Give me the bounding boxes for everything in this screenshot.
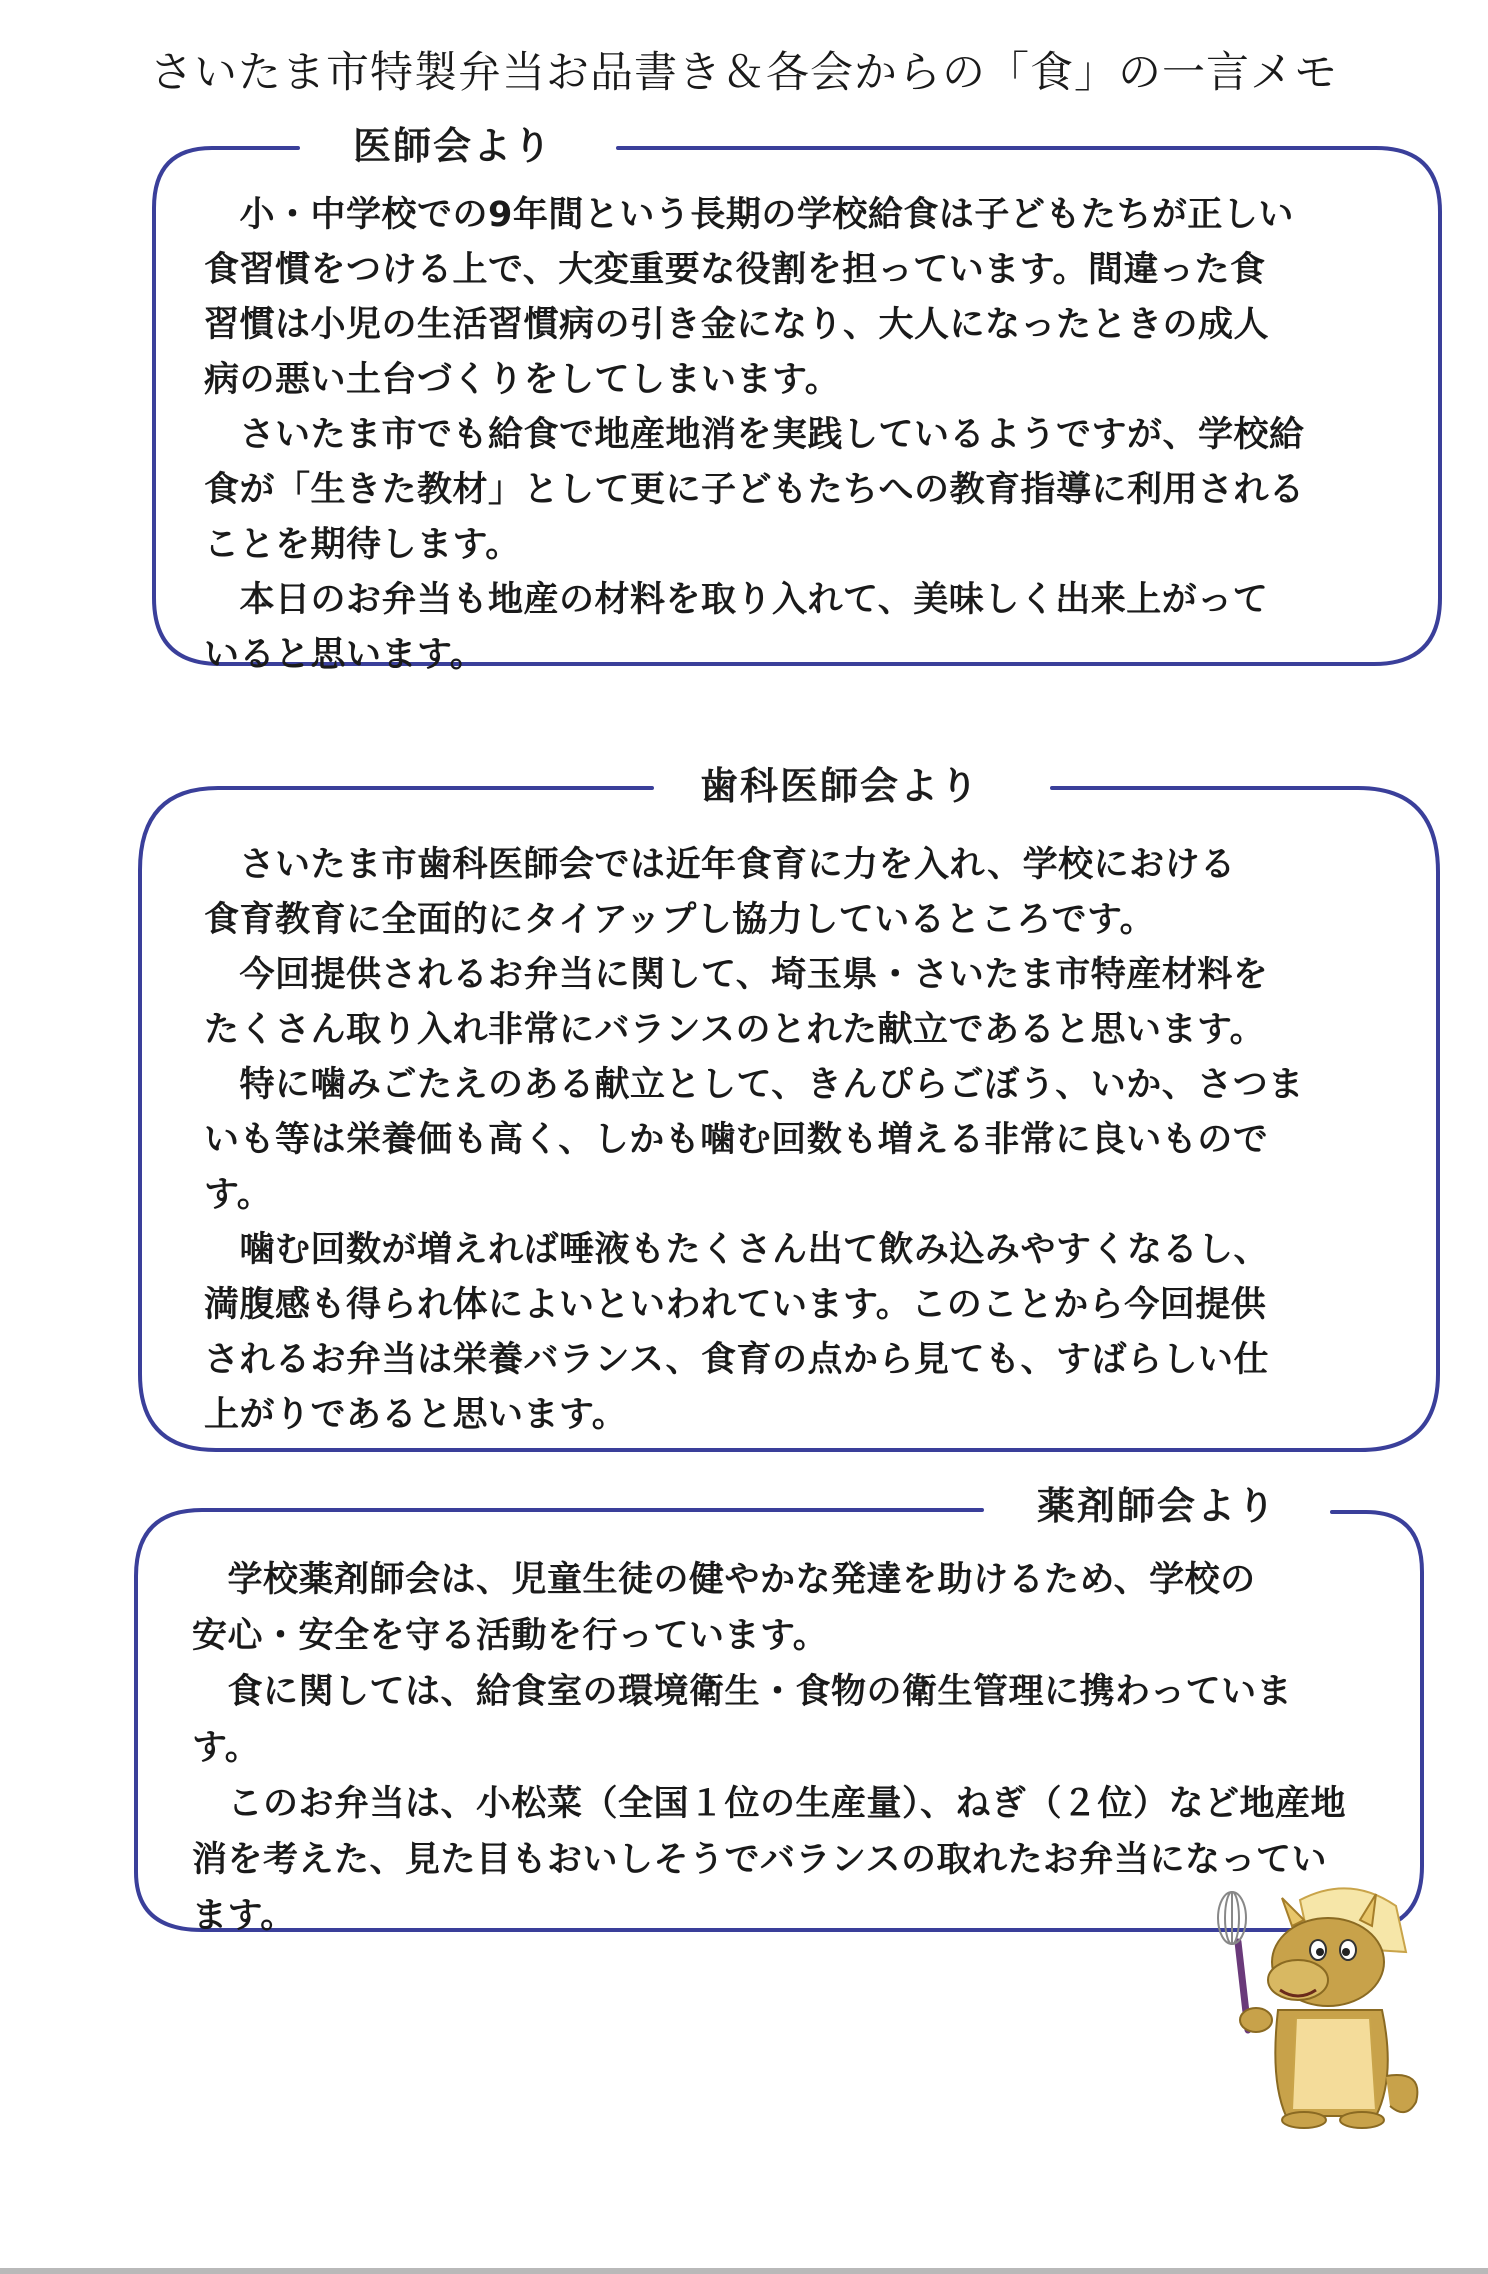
paragraph: 食に関しては、給食室の環境衛生・食物の衛生管理に携わっていま す。 [192, 1672, 1293, 1768]
paragraph: 小・中学校での9年間という長期の学校給食は子どもたちが正しい 食習慣をつける上で、大変重要な役割を担っています。間違った食 習慣は小児の生活習慣病の引き金になり、大人になったときの成人 病の悪い土台づくりをしてしまいます。 [204, 195, 1294, 400]
paragraph: 噛む回数が増えれば唾液もたくさん出て飲み込みやすくなるし、 満腹感も得られ体によいといわれています。このことから今回提供 されるお弁当は栄養バランス、食育の点から見ても、すばらしい仕 上がりであると思います。 [204, 1230, 1270, 1435]
section-dental-association [132, 752, 1448, 1460]
section-body [204, 188, 1434, 683]
paragraph: 学校薬剤師会は、児童生徒の健やかな発達を助けるため、学校の 安心・安全を守る活動を行っています。 [192, 1560, 1256, 1656]
paragraph: さいたま市でも給食で地産地消を実践しているようですが、学校給 食が「生きた教材」として更に子どもたちへの教育指導に利用される ことを期待します。 [204, 415, 1305, 565]
section-heading: 医師会より [353, 124, 554, 168]
paragraph: このお弁当は、小松菜（全国１位の生産量）、ねぎ（２位）など地産地 消を考えた、見た目もおいしそうでバランスの取れたお弁当になってい ます。 [192, 1784, 1347, 1936]
paragraph: 特に噛みごたえのある献立として、きんぴらごぼう、いか、さつま いも等は栄養価も高く、しかも噛む回数も増える非常に良いもので す。 [204, 1065, 1304, 1215]
section-heading: 薬剤師会より [1037, 1484, 1278, 1528]
paragraph: さいたま市歯科医師会では近年食育に力を入れ、学校における 食育教育に全面的にタイアップし協力しているところです。 [204, 845, 1236, 940]
section-medical-association [148, 112, 1448, 675]
section-body [204, 838, 1434, 1443]
scan-bottom-edge [0, 2268, 1488, 2274]
paragraph: 今回提供されるお弁当に関して、埼玉県・さいたま市特産材料を たくさん取り入れ非常にバランスのとれた献立であると思います。 [204, 955, 1269, 1050]
section-heading: 歯科医師会より [700, 764, 981, 808]
page-title: さいたま市特製弁当お品書き＆各会からの「食」の一言メモ [150, 47, 1338, 98]
paragraph: 本日のお弁当も地産の材料を取り入れて、美味しく出来上がって いると思います。 [204, 580, 1269, 675]
dragon-chef-mascot-icon [1200, 1880, 1430, 2130]
whisk-icon [1218, 1892, 1248, 2030]
